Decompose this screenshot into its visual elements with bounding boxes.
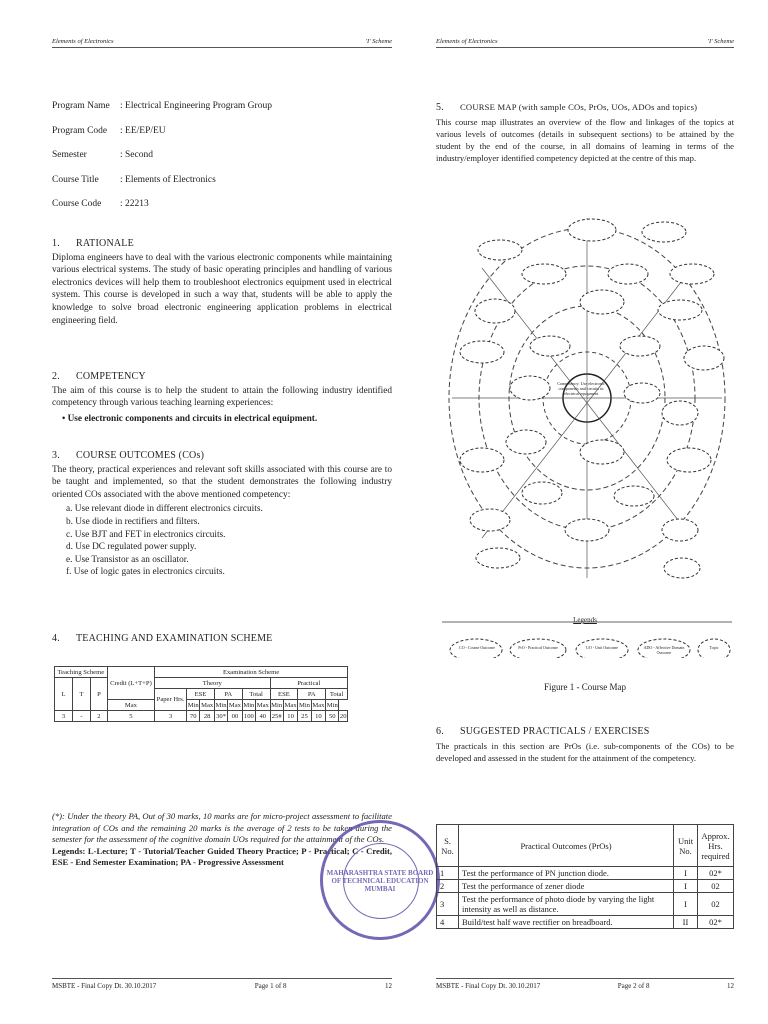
scheme-table (54, 666, 348, 722)
header-scheme: 'I' Scheme (365, 38, 392, 45)
table-header: Approx. Hrs. required (698, 825, 734, 867)
meta-key: Program Code (52, 125, 108, 136)
meta-row (52, 126, 272, 151)
header-course: Elements of Electronics (436, 38, 498, 45)
competency-section (52, 371, 392, 425)
footer-number: 12 (727, 982, 734, 990)
page-footer (52, 978, 392, 990)
page-header (436, 38, 734, 48)
sub-header: Total (242, 689, 270, 700)
page-header (52, 38, 392, 48)
table-cell: 50 (326, 711, 339, 722)
note-text: (*): Under the theory PA, Out of 30 marks, 10 marks are for micro-project assessment to facilitate integration of COs and the remaining 20 marks is the average of 2 tests to be taken during the semester for the assessment of the cognitive domain UOs required for the attainment of the COs. (52, 811, 392, 844)
legend-item: CO - Course Outcome (459, 645, 495, 650)
co-item: c. Use BJT and FET in electronics circuits. (66, 529, 226, 540)
table-cell: 100 (243, 712, 254, 720)
teaching-scheme-header: Teaching Scheme (55, 667, 108, 678)
table-cell: I (674, 867, 698, 880)
table-cell: 10 (283, 711, 298, 722)
maxmin-header: Min (187, 701, 199, 709)
section-title: COURSE OUTCOMES (COs) (76, 450, 205, 461)
table-cell: 40 (256, 711, 271, 722)
sub-header: PA (298, 689, 326, 700)
table-cell: 2 (91, 711, 108, 722)
legends-label: Legends (573, 616, 597, 624)
practicals-text: The practicals in this section are PrOs (i.e. sub-components of the COs) to be developed and assessed in the student for the attainment of the competency. (436, 740, 734, 763)
table-cell: 28 (200, 711, 215, 722)
maxmin-header: Max (256, 701, 269, 709)
scheme-section (52, 633, 392, 647)
table-cell: II (674, 916, 698, 929)
course-map-text: This course map illustrates an overview of the flow and linkages of the topics at various levels of outcomes (details in subsequent sections) to be attained by the student by the end of the course, in all domains of learning in terms of the industry/employer identified competency depicted at the centre of this map. (436, 116, 734, 163)
table-cell: 25 (298, 711, 311, 722)
footer-page: Page 2 of 8 (617, 982, 650, 990)
board-stamp (320, 820, 440, 940)
table-cell: 30* (216, 712, 226, 720)
meta-value: : 22213 (120, 199, 149, 209)
course-map-diagram (442, 198, 732, 658)
sub-header: Total (326, 689, 348, 700)
header-course: Elements of Electronics (52, 38, 114, 45)
table-row (437, 916, 734, 929)
section-title: TEACHING AND EXAMINATION SCHEME (76, 633, 273, 644)
table-cell: 02 (698, 880, 734, 893)
section-heading (436, 726, 734, 739)
table-cell: Test the performance of PN junction diode. (459, 867, 674, 880)
table-cell: I (674, 880, 698, 893)
section-number: 5. (436, 102, 444, 113)
right-page (436, 38, 734, 990)
co-item: f. Use of logic gates in electronics circuits. (66, 567, 225, 578)
table-cell: 02* (698, 867, 734, 880)
maxmin-header: Min (243, 701, 255, 709)
table-header: Unit No. (674, 825, 698, 867)
co-item: a. Use relevant diode in different electronics circuits. (66, 504, 263, 515)
practical-header: Practical (270, 678, 347, 689)
rationale-text: Diploma engineers have to deal with the various electronic components while maintaining various electrical systems. The study of basic operating principles and handling of various electronics devices will help them to troubleshoot electronics equipment used in electrical system. This course is developed in such a way that, students will be able to apply the knowledge to solve broad electronic engineering application problems in electrical engineering field. (52, 252, 392, 326)
section-number: 1. (52, 238, 60, 249)
meta-value: : Second (120, 150, 153, 160)
theory-header: Theory (155, 678, 270, 689)
sub-header: PA (214, 689, 242, 700)
paper-hrs-header: Paper Hrs. (155, 689, 187, 711)
legend-items (442, 645, 732, 657)
meta-key: Program Name (52, 101, 110, 111)
table-row (437, 867, 734, 880)
table-cell: 3 (55, 711, 73, 722)
footer-number: 12 (385, 982, 392, 990)
figure-caption: Figure 1 - Course Map (544, 682, 626, 692)
footer-copy: MSBTE - Final Copy Dt. 30.10.2017 (52, 982, 157, 990)
table-cell: 02 (698, 893, 734, 916)
section-heading (52, 633, 392, 646)
section-heading (52, 238, 392, 251)
meta-key: Semester (52, 150, 87, 160)
meta-value: : EE/EP/EU (120, 125, 166, 136)
table-cell: 3 (155, 711, 187, 722)
table-row (437, 880, 734, 893)
maxmin-header: Min (215, 701, 227, 709)
section-heading (52, 450, 392, 463)
header-scheme: 'I' Scheme (707, 38, 734, 45)
meta-row (52, 101, 272, 126)
table-header: Practical Outcomes (PrOs) (459, 825, 674, 867)
section-number: 6. (436, 726, 444, 737)
table-cell: I (674, 893, 698, 916)
course-map-section (436, 101, 734, 164)
table-cell: 10 (311, 711, 326, 722)
table-cell: Build/test half wave rectifier on breadboard. (459, 916, 674, 929)
course-outcomes-section (52, 450, 392, 579)
section-number: 3. (52, 450, 60, 461)
meta-row (52, 175, 272, 200)
section-title: SUGGESTED PRACTICALS / EXERCISES (460, 726, 650, 737)
maxmin-header: Min (298, 701, 310, 709)
meta-value: : Elements of Electronics (120, 174, 216, 185)
page-footer (436, 978, 734, 990)
table-cell: 4 (437, 916, 459, 929)
practicals-section (436, 726, 734, 764)
legends-text: Legends: L-Lecture; T - Tutorial/Teacher Guided Theory Practice; P - Practical; C - Credit, ESE - End Semester Examination; PA - Progressive Assessment (52, 845, 392, 867)
credit-header: Credit (L+T+P) (107, 667, 154, 700)
meta-key: Course Title (52, 174, 99, 185)
maxmin-header: Max (107, 700, 154, 711)
meta-row (52, 199, 272, 224)
table-cell: 20 (339, 712, 347, 720)
meta-key: Course Code (52, 199, 102, 209)
program-info (52, 101, 272, 224)
maxmin-header: Max (312, 701, 325, 709)
section-title: RATIONALE (76, 238, 134, 249)
lt-header: L (55, 678, 73, 711)
section-number: 2. (52, 371, 60, 382)
maxmin-header: Min (326, 701, 338, 709)
section-heading (52, 371, 392, 384)
co-text: The theory, practical experiences and relevant soft skills associated with this course are to be taught and implemented, so that the student demonstrates the following industry oriented COs associated with the above mentioned competency: (52, 464, 392, 500)
rationale-section (52, 238, 392, 327)
co-item: d. Use DC regulated power supply. (66, 542, 197, 553)
maxmin-header: Max (228, 701, 241, 709)
footer-page: Page 1 of 8 (254, 982, 287, 990)
table-cell: 70 (187, 711, 200, 722)
table-header-row (437, 825, 734, 867)
competency-bullet: • Use electronic components and circuits in electrical equipment. (62, 413, 392, 426)
sub-header: ESE (187, 689, 215, 700)
table-cell: 02* (698, 916, 734, 929)
table-row (437, 893, 734, 916)
table-cell: 00 (228, 711, 243, 722)
section-number: 4. (52, 633, 60, 644)
table-cell: 25# (271, 712, 282, 720)
maxmin-header: Max (201, 701, 214, 709)
sub-header: ESE (270, 689, 298, 700)
section-heading (436, 101, 734, 115)
table-cell: Test the performance of photo diode by varying the light intensity as well as distance. (459, 893, 674, 916)
table-cell: - (73, 711, 91, 722)
co-item: e. Use Transistor as an oscillator. (66, 554, 189, 565)
competency-text: The aim of this course is to help the student to attain the following industry identified competency through various teaching learning experiences: (52, 385, 392, 409)
co-item: b. Use diode in rectifiers and filters. (66, 516, 200, 527)
legend-item: PrO - Practical Outcome (518, 645, 558, 650)
section-title: COURSE MAP (with sample COs, PrOs, UOs, ADOs and topics) (460, 102, 698, 112)
table-cell: 2 (437, 880, 459, 893)
table-cell: 5 (107, 711, 154, 722)
meta-value: : Electrical Engineering Program Group (120, 101, 272, 111)
table-cell: Test the performance of zener diode (459, 880, 674, 893)
exam-scheme-header: Examination Scheme (155, 667, 348, 678)
lt-header: T (73, 678, 91, 711)
table-cell: 1 (437, 867, 459, 880)
lt-header: P (91, 678, 108, 711)
legend-item: UO - Unit Outcome (586, 645, 618, 650)
practicals-table (436, 824, 734, 929)
map-center-label: Competency: Use electronic components and circuits in electrical equipment (557, 381, 605, 396)
table-row (55, 711, 348, 722)
section-title: COMPETENCY (76, 371, 146, 382)
stamp-text: MAHARASHTRA STATE BOARD OF TECHNICAL EDUCATION MUMBAI (326, 869, 434, 893)
footer-copy: MSBTE - Final Copy Dt. 30.10.2017 (436, 982, 541, 990)
maxmin-header: Min (271, 701, 283, 709)
meta-row (52, 150, 272, 175)
legend-item: ADO - Affective Domain Outcome (643, 645, 685, 655)
legend-item: Topic (709, 645, 719, 650)
table-header: S. No. (437, 825, 459, 867)
maxmin-header: Max (284, 701, 297, 709)
table-cell: 3 (437, 893, 459, 916)
